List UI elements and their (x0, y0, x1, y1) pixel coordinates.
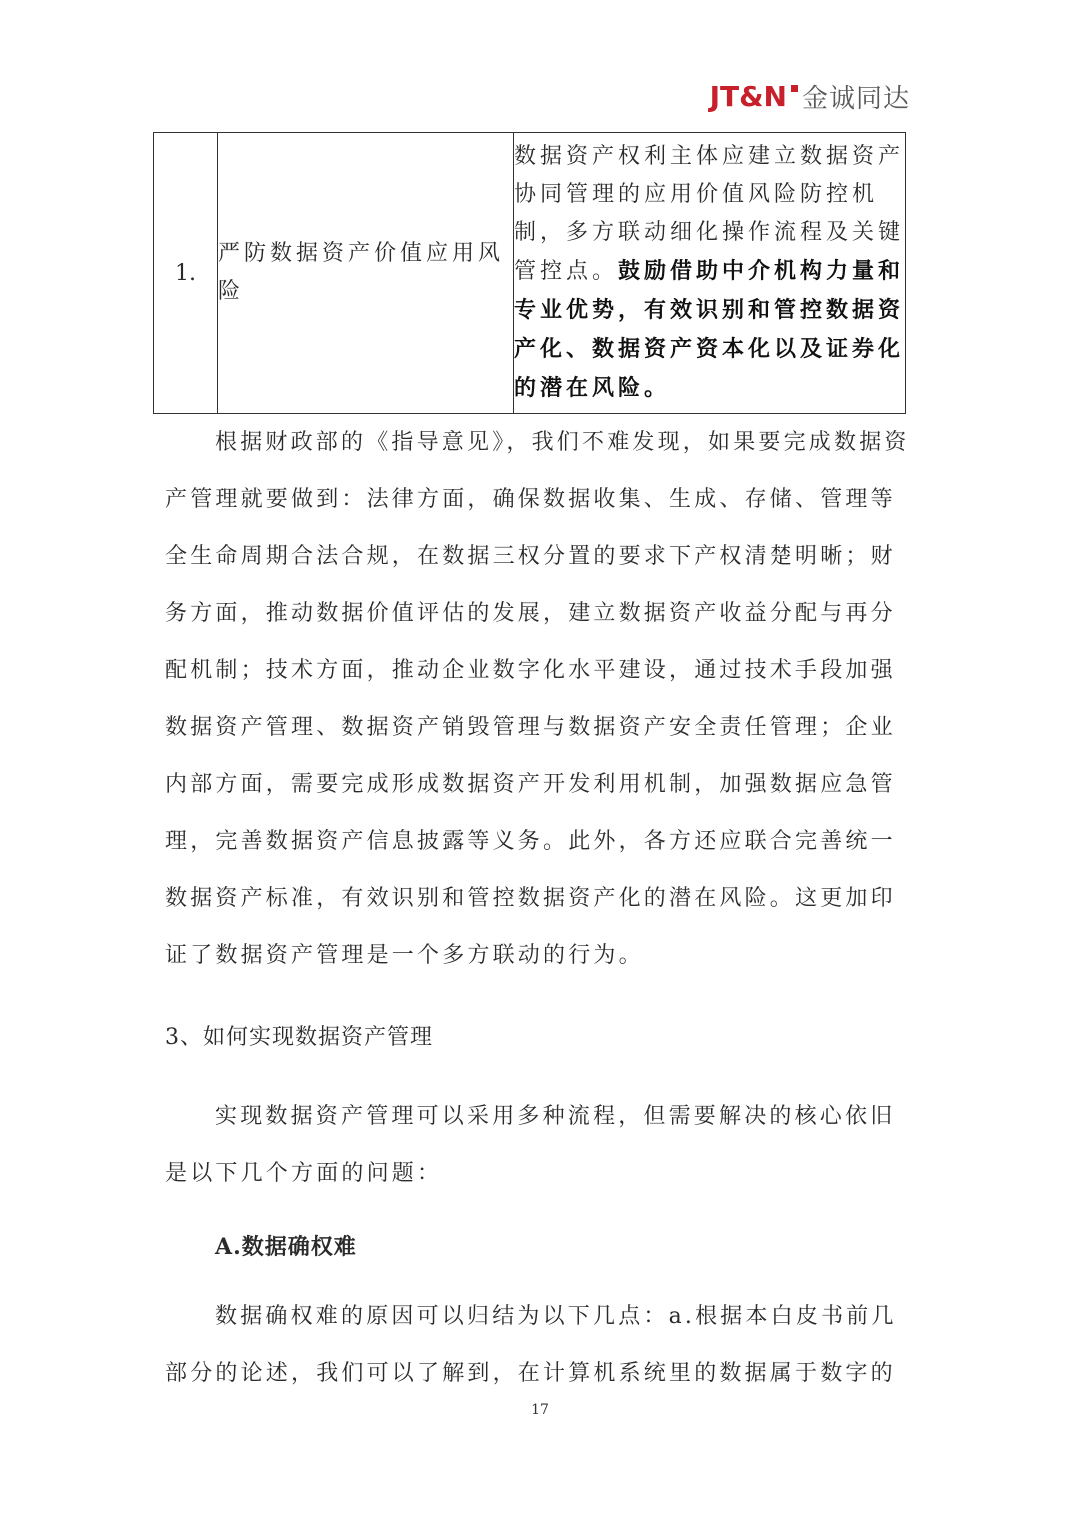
body-paragraph-1: 根据财政部的《指导意见》，我们不难发现，如果要完成数据资产管理就要做到：法律方面，确保数据收集、生成、存储、管理等全生命周期合法合规，在数据三权分置的要求下产权清楚明晰；财务方面，推动数据价值评估的发展，建立数据资产收益分配与再分配机制；技术方面，推动企业数字化水平建设，通过技术手段加强数据资产管理、数据资产销毁管理与数据资产安全责任管理；企业内部方面，需要完成形成数据资产开发利用机制，加强数据应急管理，完善数据资产信息披露等义务。此外，各方还应联合完善统一数据资产标准，有效识别和管控数据资产化的潜在风险。这更加印证了数据资产管理是一个多方联动的行为。 (165, 430, 910, 968)
measures-table (153, 132, 906, 414)
section-heading: 3、如何实现数据资产管理 (165, 1025, 433, 1050)
sub-heading: A.数据确权难 (215, 1234, 357, 1260)
company-logo (710, 78, 910, 115)
row-measure-description (514, 133, 906, 414)
row-number: 1. (154, 133, 218, 414)
page-number: 17 (531, 1402, 549, 1418)
logo-mark: JT&N (709, 80, 787, 113)
row-measure-name: 严防数据资产价值应用风险 (218, 133, 514, 414)
body-paragraph-3: 数据确权难的原因可以归结为以下几点：a.根据本白皮书前几部分的论述，我们可以了解到，在计算机系统里的数据属于数字的 (165, 1304, 897, 1386)
table-row (154, 133, 906, 414)
logo-text: 金诚同达 (801, 84, 910, 114)
body-paragraph-2: 实现数据资产管理可以采用多种流程，但需要解决的核心依旧是以下几个方面的问题： (165, 1104, 896, 1186)
logo-dot-icon (791, 85, 798, 92)
description-bold-text: 鼓励借助中介机构力量和专业优势，有效识别和管控数据资产化、数据资产资本化以及证券化的潜在风险。 (514, 258, 905, 401)
description-normal-text: 数据资产权利主体应建立数据资产协同管理的应用价值风险防控机制，多方联动细化操作流程及关键管控点。 (514, 144, 905, 284)
